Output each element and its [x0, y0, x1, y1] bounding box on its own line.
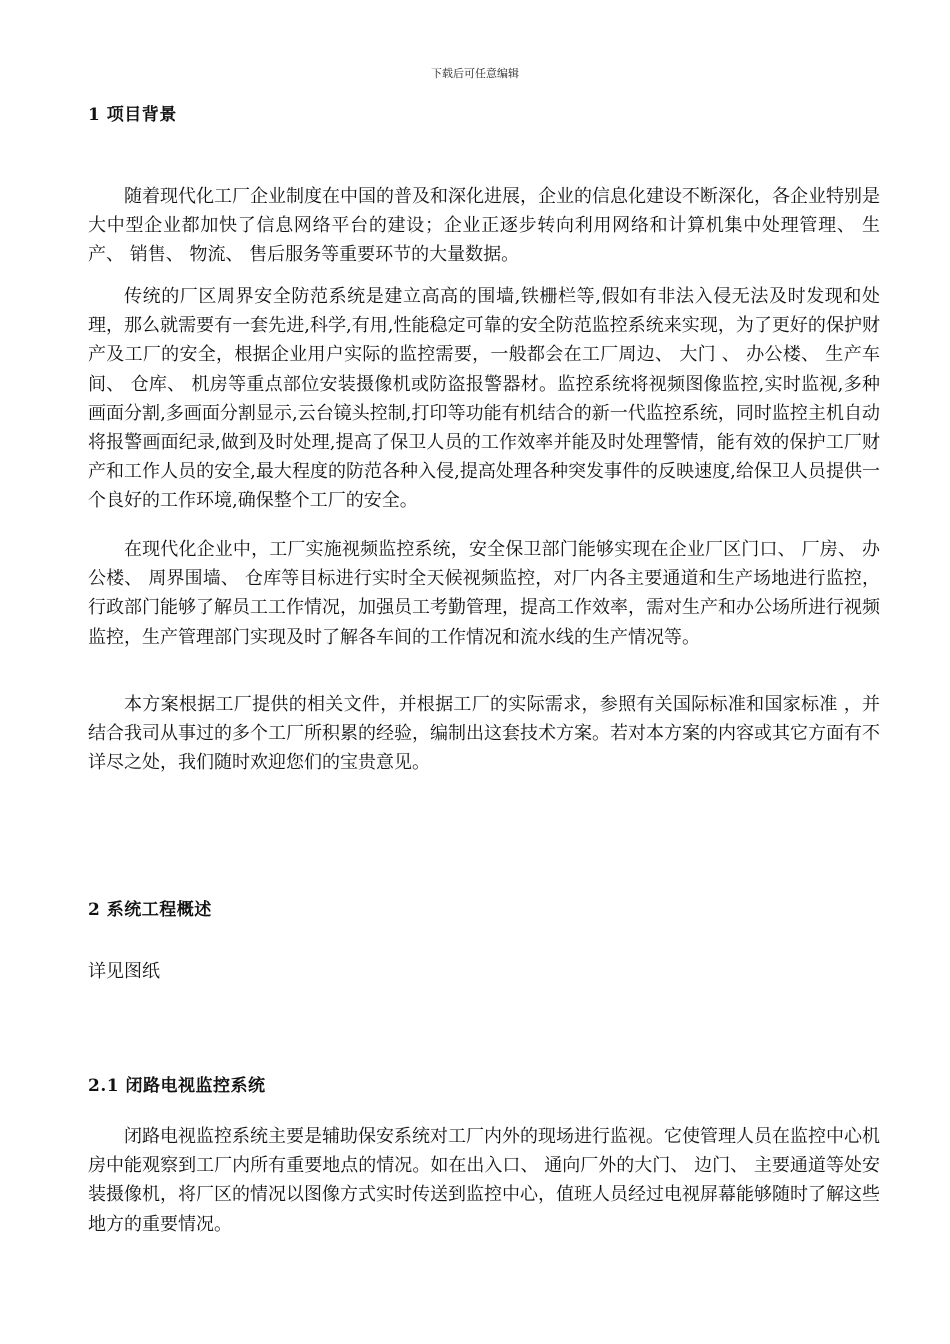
section-2-1-paragraph: 闭路电视监控系统主要是辅助保安系统对工厂内外的现场进行监视。它使管理人员在监控中心机房中能观察到工厂内所有重要地点的情况。如在出入口、 通向厂外的大门、 边门、 主要通道等处安装摄像机，将厂区的情况以图像方式实时传送到监控中心，值班人员经过电视屏幕能够随时了解这些地方的重要情况。 — [88, 1126, 880, 1235]
section-2-title: 2 系统工程概述 — [88, 900, 212, 920]
section-1-paragraph-3: 在现代化企业中，工厂实施视频监控系统，安全保卫部门能够实现在企业厂区门口、 厂房、 办公楼、 周界围墙、 仓库等目标进行实时全天候视频监控，对厂内各主要通道和生产场地进行监控，行政部门能够了解员工工作情况，加强员工考勤管理，提高工作效率，需对生产和办公场所进行视频监控，生产管理部门实现及时了解各车间的工作情况和流水线的生产情况等。 — [88, 539, 880, 648]
section-2-text: 详见图纸 — [88, 961, 160, 982]
section-1-paragraph-4: 本方案根据工厂提供的相关文件，并根据工厂的实际需求，参照有关国际标准和国家标准 ，并结合我司从事过的多个工厂所积累的经验，编制出这套技术方案。若对本方案的内容或其它方面有不详尽之处，我们随时欢迎您们的宝贵意见。 — [88, 694, 880, 774]
section-1-paragraph-1: 随着现代化工厂企业制度在中国的普及和深化进展，企业的信息化建设不断深化，各企业特别是大中型企业都加快了信息网络平台的建设；企业正逐步转向利用网络和计算机集中处理管理、 生产、 销售、 物流、 售后服务等重要环节的大量数据。 — [88, 186, 880, 266]
section-2-1-title: 2.1 闭路电视监控系统 — [88, 1076, 266, 1096]
header-note: 下载后可任意编辑 — [431, 67, 519, 80]
section-1-title: 1 项目背景 — [88, 105, 177, 125]
section-1-paragraph-2: 传统的厂区周界安全防范系统是建立高高的围墙,铁栅栏等,假如有非法入侵无法及时发现和处理，那么就需要有一套先进,科学,有用,性能稳定可靠的安全防范监控系统来实现，为了更好的保护财产及工厂的安全，根据企业用户实际的监控需要，一般都会在工厂周边、 大门 、 办公楼、 生产车间、 仓库、 机房等重点部位安装摄像机或防盗报警器材。监控系统将视频图像监控,实时监视,多种画面分割,多画面分割显示,云台镜头控制,打印等功能有机结合的新一代监控系统，同时监控主机自动将报警画面纪录,做到及时处理,提高了保卫人员的工作效率并能及时处理警情，能有效的保护工厂财产和工作人员的安全,最大程度的防范各种入侵,提高处理各种突发事件的反映速度,给保卫人员提供一个良好的工作环境,确保整个工厂的安全。 — [88, 286, 880, 512]
